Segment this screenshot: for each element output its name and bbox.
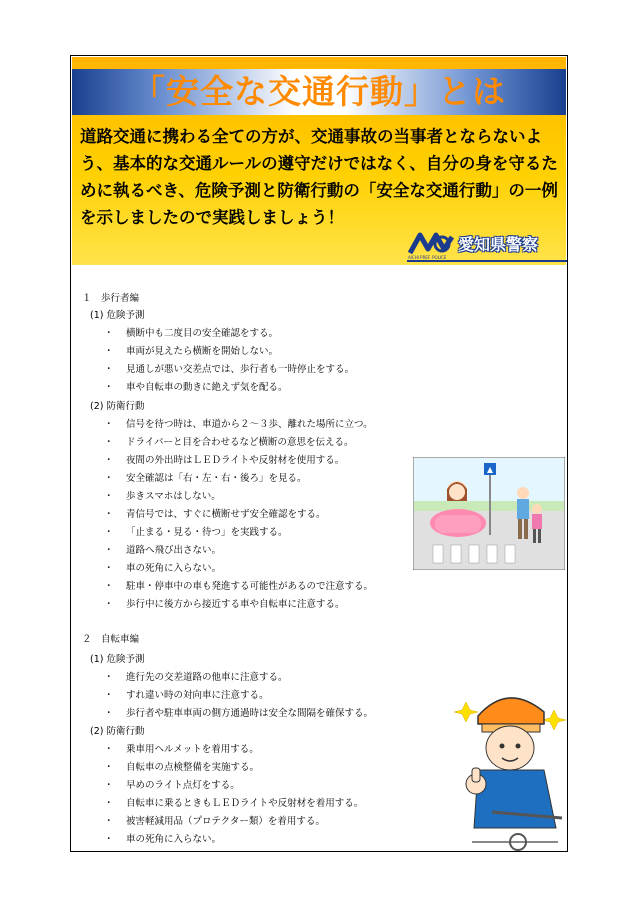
list-item: ・ 進行先の交差道路の他車に注意する。 xyxy=(104,672,288,683)
list-item: ・ 歩きスマホはしない。 xyxy=(104,491,221,502)
list-item: ・ 歩行者や駐車車両の側方通過時は安全な間隔を確保する。 xyxy=(104,708,374,719)
list-item: ・ すれ違い時の対向車に注意する。 xyxy=(104,690,269,701)
section-title: １ 歩行者編 xyxy=(82,293,140,304)
cyclist-illustration xyxy=(452,682,568,852)
list-item: ・ 駐車・停車中の車も発進する可能性があるので注意する。 xyxy=(104,581,374,592)
pedestrian-crossing-illustration xyxy=(413,457,565,570)
list-item: ・ 乗車用ヘルメットを着用する。 xyxy=(104,744,259,755)
list-item: ・ 自転車に乗るときもＬＥＤライトや反射材を着用する。 xyxy=(104,798,364,809)
list-item: ・ 早めのライト点灯をする。 xyxy=(104,780,240,791)
list-item: ・ 横断中も二度目の安全確認をする。 xyxy=(104,328,279,339)
list-item: ・ 見通しが悪い交差点では、歩行者も一時停止をする。 xyxy=(104,364,355,375)
list-item: ・ 車の死角に入らない。 xyxy=(104,563,222,574)
group-title: (1) 危険予測 xyxy=(90,310,145,321)
list-item: ・ 信号を待つ時は、車道から２～３歩、離れた場所に立つ。 xyxy=(104,419,373,430)
list-item: ・ 「止まる・見る・待つ」を実践する。 xyxy=(104,527,288,538)
section-title: ２ 自転車編 xyxy=(82,634,140,645)
group-title: (2) 防衛行動 xyxy=(90,726,145,737)
list-item: ・ 安全確認は「右・左・右・後ろ」を見る。 xyxy=(104,473,307,484)
group-title: (1) 危険予測 xyxy=(90,654,145,665)
list-item: ・ 車の死角に入らない。 xyxy=(104,834,222,845)
group-title: (2) 防衛行動 xyxy=(90,401,145,412)
list-item: ・ 歩行中に後方から接近する車や自転車に注意する。 xyxy=(104,599,345,610)
list-item: ・ 夜間の外出時はＬＥＤライトや反射材を使用する。 xyxy=(104,455,345,466)
intro-text: 道路交通に携わる全ての方が、交通事故の当事者とならないよう、基本的な交通ルールの遵守だけではなく、自分の身を守るために執るべき、危険予測と防衛行動の「安全な交通行動」の一例を示しましたので実践しましょう！ xyxy=(80,127,558,227)
list-item: ・ 青信号では、すぐに横断せず安全確認をする。 xyxy=(104,509,326,520)
list-item: ・ 被害軽減用品（プロテクター類）を着用する。 xyxy=(104,816,325,827)
list-item: ・ 道路へ飛び出さない。 xyxy=(104,545,222,556)
page-title: 「安全な交通行動」とは xyxy=(132,72,506,111)
list-item: ・ ドライバーと目を合わせるなど横断の意思を伝える。 xyxy=(104,437,354,448)
list-item: ・ 車や自転車の動きに絶えず気を配る。 xyxy=(104,382,288,393)
police-logo-text: 愛知県警察 xyxy=(458,234,539,254)
list-item: ・ 自転車の点検整備を実施する。 xyxy=(104,762,260,773)
list-item: ・ 車両が見えたら横断を開始しない。 xyxy=(104,346,279,357)
police-logo-subtext: AICHI PREF. POLICE xyxy=(408,255,447,260)
